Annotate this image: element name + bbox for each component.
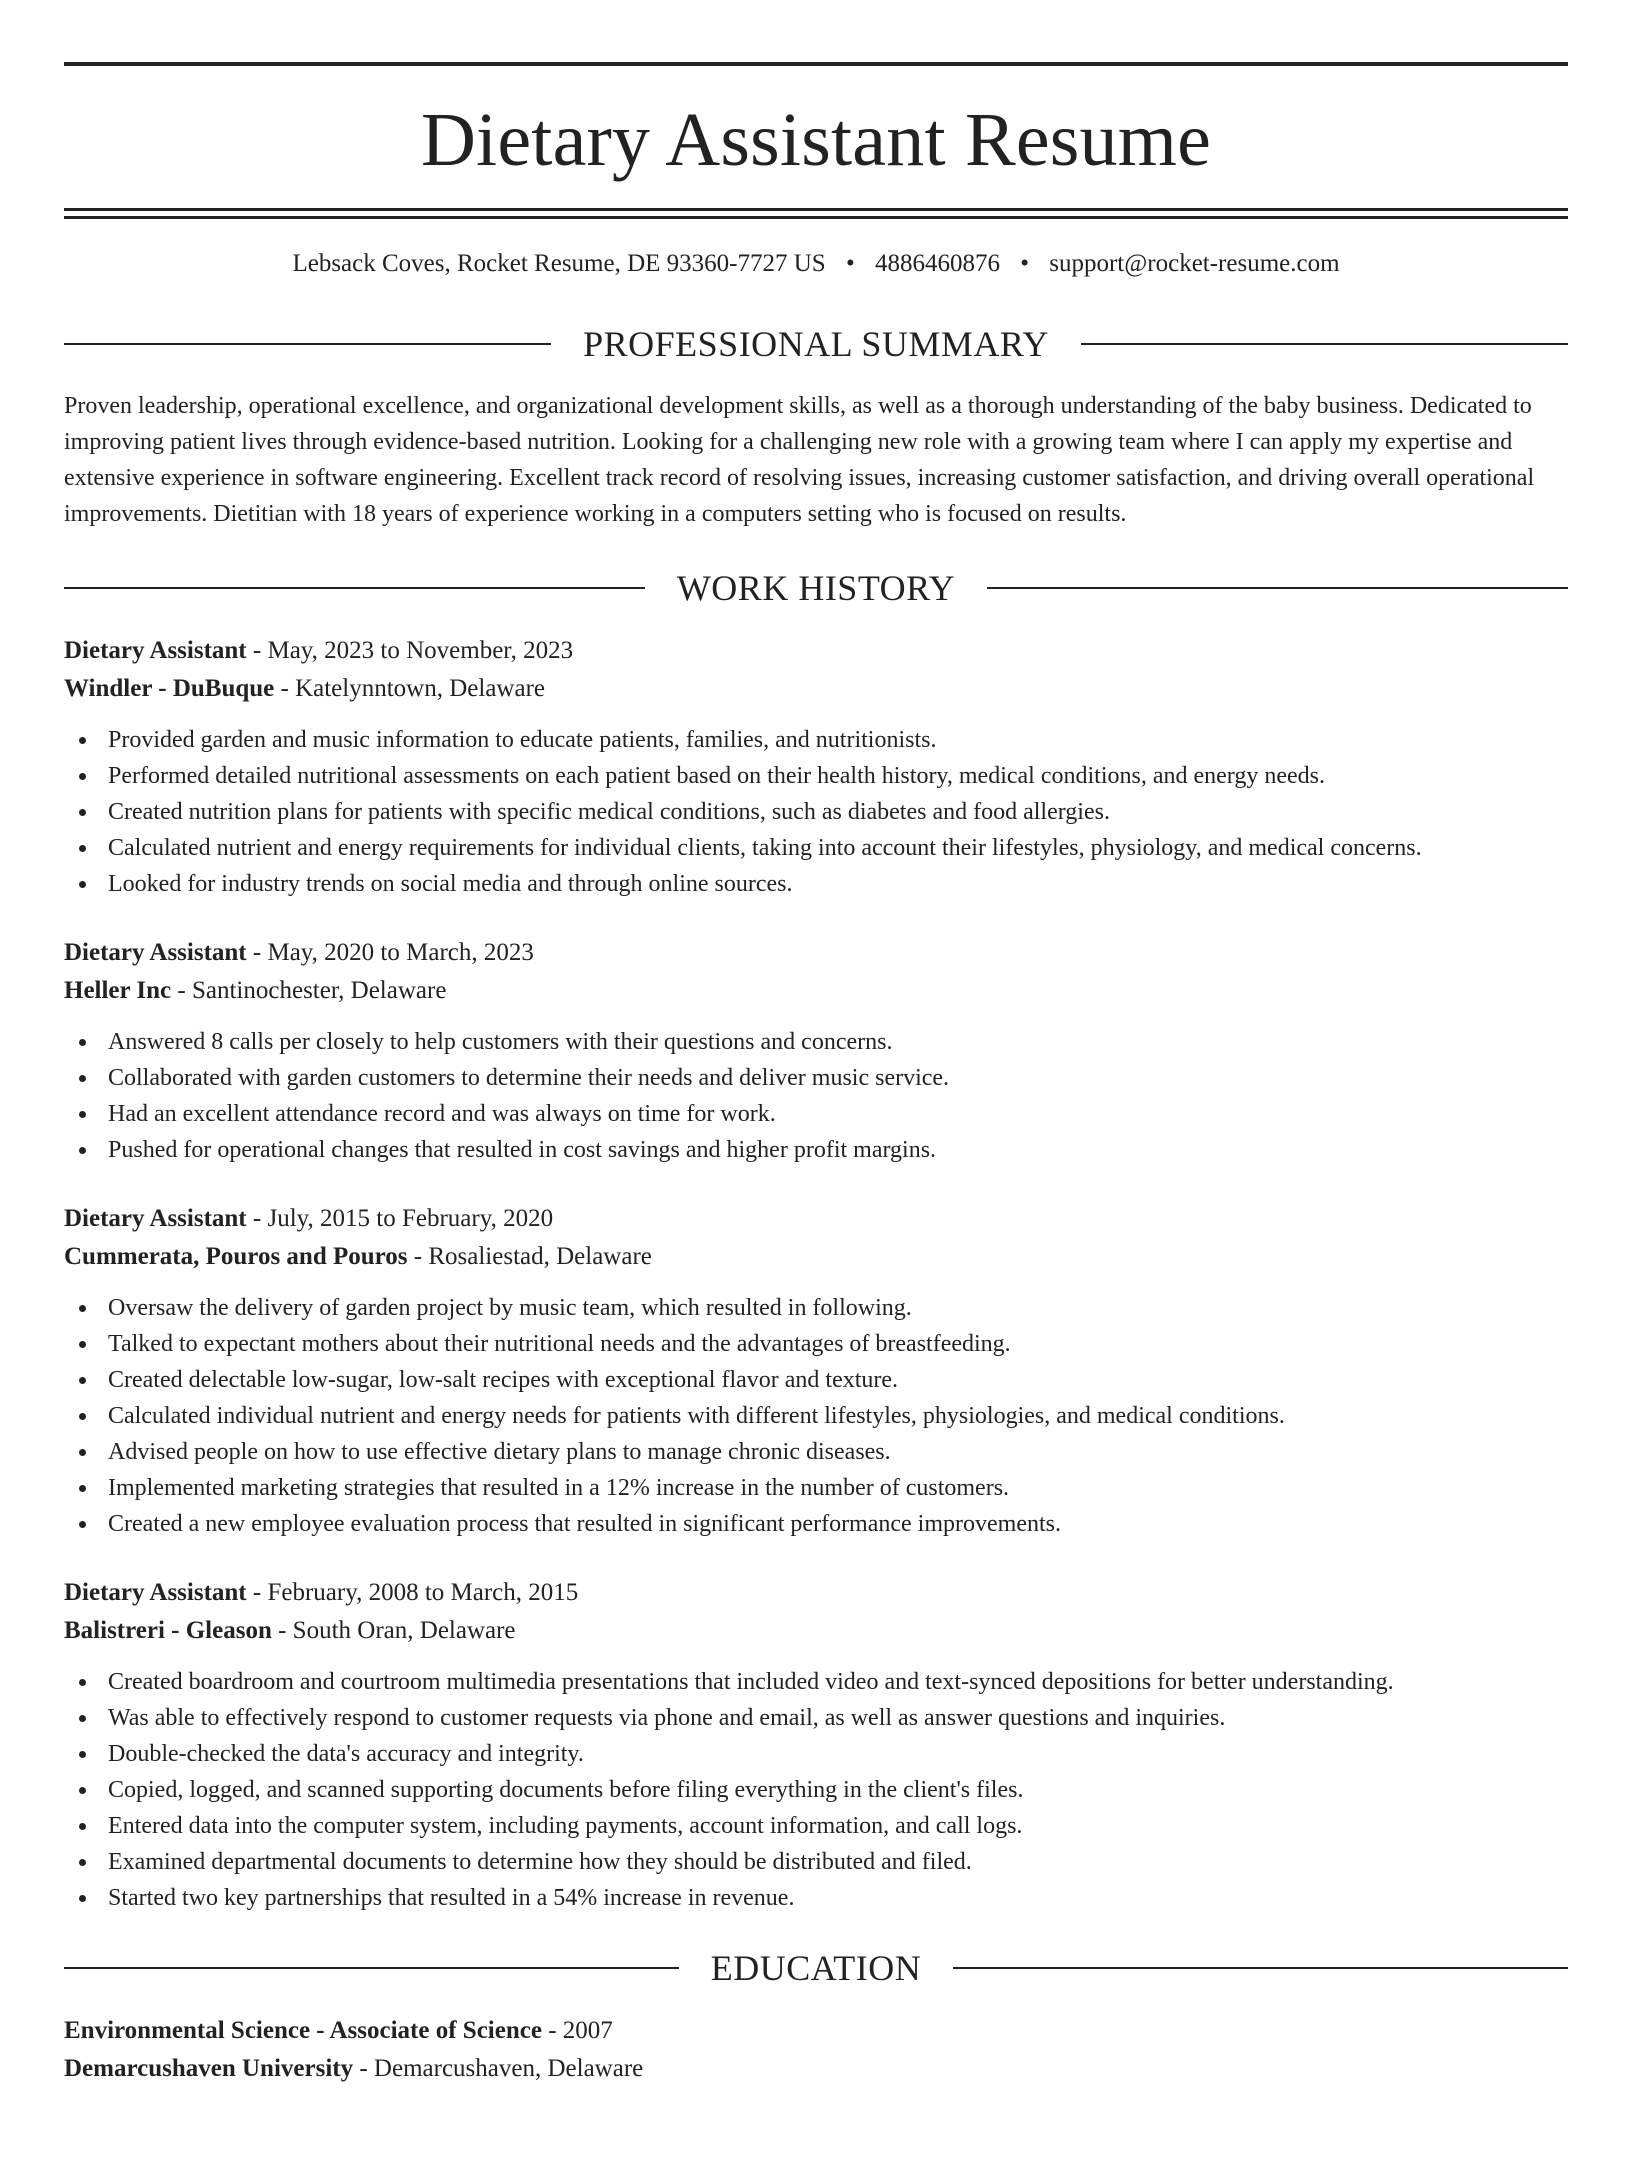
work-heading — [64, 570, 1568, 606]
bullet-icon — [79, 1521, 86, 1528]
heading-rule-left — [64, 1967, 679, 1969]
list-item — [64, 1808, 1568, 1844]
list-item — [64, 1132, 1568, 1168]
job-company: Windler - DuBuque — [64, 675, 275, 702]
title-double-rule — [64, 208, 1568, 219]
heading-rule-left — [64, 343, 551, 345]
list-item — [64, 1880, 1568, 1916]
contact-line — [64, 251, 1568, 276]
bullet-text: Entered data into the computer system, including payments, account information, and call logs. — [108, 1813, 1023, 1839]
bullet-text: Was able to effectively respond to customer requests via phone and email, as well as answer questions and inquiries. — [108, 1705, 1226, 1731]
bullet-text: Looked for industry trends on social media and through online sources. — [108, 871, 793, 897]
heading-rule-right — [953, 1967, 1568, 1969]
job-company: Heller Inc — [64, 977, 172, 1004]
summary-heading — [64, 326, 1568, 362]
bullet-icon — [79, 845, 86, 852]
job-bullets — [64, 722, 1568, 902]
bullet-text: Answered 8 calls per closely to help customers with their questions and concerns. — [108, 1029, 893, 1055]
bullet-icon — [79, 1715, 86, 1722]
bullet-text: Started two key partnerships that resulted in a 54% increase in revenue. — [108, 1885, 795, 1911]
list-item — [64, 1470, 1568, 1506]
contact-address: Lebsack Coves, Rocket Resume, DE 93360-7727 US — [292, 250, 826, 277]
summary-text: Proven leadership, operational excellence, and organizational development skills, as well as a thorough understanding of the baby business. Dedicated to improving patient lives through evidence-based nutrition. Looking for a challenging new role with a growing team where I can apply my expertise and extensive experience in software engineering. Excellent track record of resolving issues, increasing customer satisfaction, and driving overall operational improvements. Dietitian with 18 years of experience working in a computers setting who is focused on results. — [64, 393, 1535, 527]
list-item — [64, 1096, 1568, 1132]
bullet-icon — [79, 737, 86, 744]
bullet-icon — [79, 1413, 86, 1420]
list-item — [64, 1700, 1568, 1736]
bullet-icon — [79, 1679, 86, 1686]
education-location: - Demarcushaven, Delaware — [353, 2055, 644, 2082]
bullet-text: Examined departmental documents to determine how they should be distributed and filed. — [108, 1849, 972, 1875]
bullet-icon — [79, 1449, 86, 1456]
bullet-text: Double-checked the data's accuracy and integrity. — [108, 1741, 584, 1767]
education-heading-label: EDUCATION — [710, 1948, 922, 1988]
list-item — [64, 1844, 1568, 1880]
contact-email: support@rocket-resume.com — [1049, 250, 1340, 277]
contact-phone: 4886460876 — [874, 250, 1000, 277]
bullet-text: Had an excellent attendance record and was always on time for work. — [108, 1101, 776, 1127]
list-item — [64, 1772, 1568, 1808]
job-dates: - February, 2008 to March, 2015 — [246, 1579, 579, 1606]
list-item — [64, 1060, 1568, 1096]
list-item — [64, 866, 1568, 902]
list-item — [64, 1434, 1568, 1470]
work-heading-label: WORK HISTORY — [676, 568, 956, 608]
bullet-text: Implemented marketing strategies that resulted in a 12% increase in the number of customers. — [108, 1475, 1010, 1501]
contact-separator: • — [845, 250, 855, 277]
job-title-line — [64, 934, 1568, 972]
bullet-icon — [79, 1147, 86, 1154]
job-company-line — [64, 1612, 1568, 1650]
bullet-icon — [79, 1305, 86, 1312]
bullet-icon — [79, 1039, 86, 1046]
bullet-text: Advised people on how to use effective dietary plans to manage chronic diseases. — [108, 1439, 891, 1465]
education-entry — [64, 2012, 1568, 2088]
bullet-text: Calculated individual nutrient and energy needs for patients with different lifestyles, physiologies, and medical conditions. — [108, 1403, 1285, 1429]
resume-page — [0, 62, 1632, 2174]
job-company: Cummerata, Pouros and Pouros — [64, 1243, 408, 1270]
bullet-text: Performed detailed nutritional assessments on each patient based on their health history, medical conditions, and energy needs. — [108, 763, 1325, 789]
list-item — [64, 1506, 1568, 1542]
bullet-icon — [79, 1111, 86, 1118]
job-company-line — [64, 670, 1568, 708]
bullet-icon — [79, 1823, 86, 1830]
job-role: Dietary Assistant — [64, 939, 247, 966]
bullet-text: Created nutrition plans for patients with specific medical conditions, such as diabetes and food allergies. — [108, 799, 1110, 825]
bullet-icon — [79, 881, 86, 888]
bullet-icon — [79, 1859, 86, 1866]
bullet-icon — [79, 1895, 86, 1902]
job-dates: - May, 2020 to March, 2023 — [246, 939, 534, 966]
job-entry — [64, 1200, 1568, 1542]
list-item — [64, 794, 1568, 830]
job-entry — [64, 1574, 1568, 1916]
bullet-text: Talked to expectant mothers about their nutritional needs and the advantages of breastfeeding. — [108, 1331, 1011, 1357]
education-degree: Environmental Science - Associate of Science — [64, 2017, 542, 2044]
education-degree-line — [64, 2012, 1568, 2050]
education-year: - 2007 — [541, 2017, 613, 2044]
bullet-text: Collaborated with garden customers to determine their needs and deliver music service. — [108, 1065, 950, 1091]
list-item — [64, 1362, 1568, 1398]
heading-rule-left — [64, 587, 645, 589]
bullet-icon — [79, 1377, 86, 1384]
job-location: - Santinochester, Delaware — [171, 977, 447, 1004]
bullet-text: Provided garden and music information to educate patients, families, and nutritionists. — [108, 727, 937, 753]
job-location: - Katelynntown, Delaware — [274, 675, 545, 702]
bullet-text: Created delectable low-sugar, low-salt recipes with exceptional flavor and texture. — [108, 1367, 899, 1393]
job-company-line — [64, 1238, 1568, 1276]
bullet-text: Pushed for operational changes that resulted in cost savings and higher profit margins. — [108, 1137, 937, 1163]
resume-title: Dietary Assistant Resume — [420, 98, 1212, 182]
job-company: Balistreri - Gleason — [64, 1617, 272, 1644]
bullet-icon — [79, 1075, 86, 1082]
job-role: Dietary Assistant — [64, 637, 247, 664]
job-location: - South Oran, Delaware — [271, 1617, 516, 1644]
education-school: Demarcushaven University — [64, 2055, 354, 2082]
list-item — [64, 1398, 1568, 1434]
bullet-text: Created boardroom and courtroom multimedia presentations that included video and text-synced depositions for better understanding. — [108, 1669, 1394, 1695]
bullet-text: Copied, logged, and scanned supporting documents before filing everything in the client's files. — [108, 1777, 1024, 1803]
job-location: - Rosaliestad, Delaware — [407, 1243, 652, 1270]
list-item — [64, 758, 1568, 794]
job-dates: - May, 2023 to November, 2023 — [246, 637, 574, 664]
list-item — [64, 1326, 1568, 1362]
job-title-line — [64, 632, 1568, 670]
contact-separator: • — [1020, 250, 1029, 277]
bullet-icon — [79, 809, 86, 816]
bullet-icon — [79, 1485, 86, 1492]
list-item — [64, 722, 1568, 758]
bullet-text: Oversaw the delivery of garden project by music team, which resulted in following. — [108, 1295, 912, 1321]
education-heading — [64, 1950, 1568, 1986]
list-item — [64, 1736, 1568, 1772]
list-item — [64, 1024, 1568, 1060]
heading-rule-right — [1081, 343, 1568, 345]
list-item — [64, 1664, 1568, 1700]
bullet-icon — [79, 1751, 86, 1758]
job-role: Dietary Assistant — [64, 1579, 247, 1606]
list-item — [64, 830, 1568, 866]
education-school-line — [64, 2050, 1568, 2088]
list-item — [64, 1290, 1568, 1326]
job-entry — [64, 934, 1568, 1168]
bullet-icon — [79, 773, 86, 780]
job-entry — [64, 632, 1568, 902]
job-dates: - July, 2015 to February, 2020 — [246, 1205, 554, 1232]
bullet-icon — [79, 1341, 86, 1348]
job-company-line — [64, 972, 1568, 1010]
bullet-icon — [79, 1787, 86, 1794]
bullet-text: Created a new employee evaluation process that resulted in significant performance improvements. — [108, 1511, 1061, 1537]
job-bullets — [64, 1290, 1568, 1542]
heading-rule-right — [987, 587, 1568, 589]
job-bullets — [64, 1664, 1568, 1916]
job-title-line — [64, 1200, 1568, 1238]
top-rule — [64, 62, 1568, 66]
job-title-line — [64, 1574, 1568, 1612]
job-bullets — [64, 1024, 1568, 1168]
job-role: Dietary Assistant — [64, 1205, 247, 1232]
summary-heading-label: PROFESSIONAL SUMMARY — [583, 324, 1049, 364]
bullet-text: Calculated nutrient and energy requirements for individual clients, taking into account their lifestyles, physiology, and medical concerns. — [108, 835, 1422, 861]
